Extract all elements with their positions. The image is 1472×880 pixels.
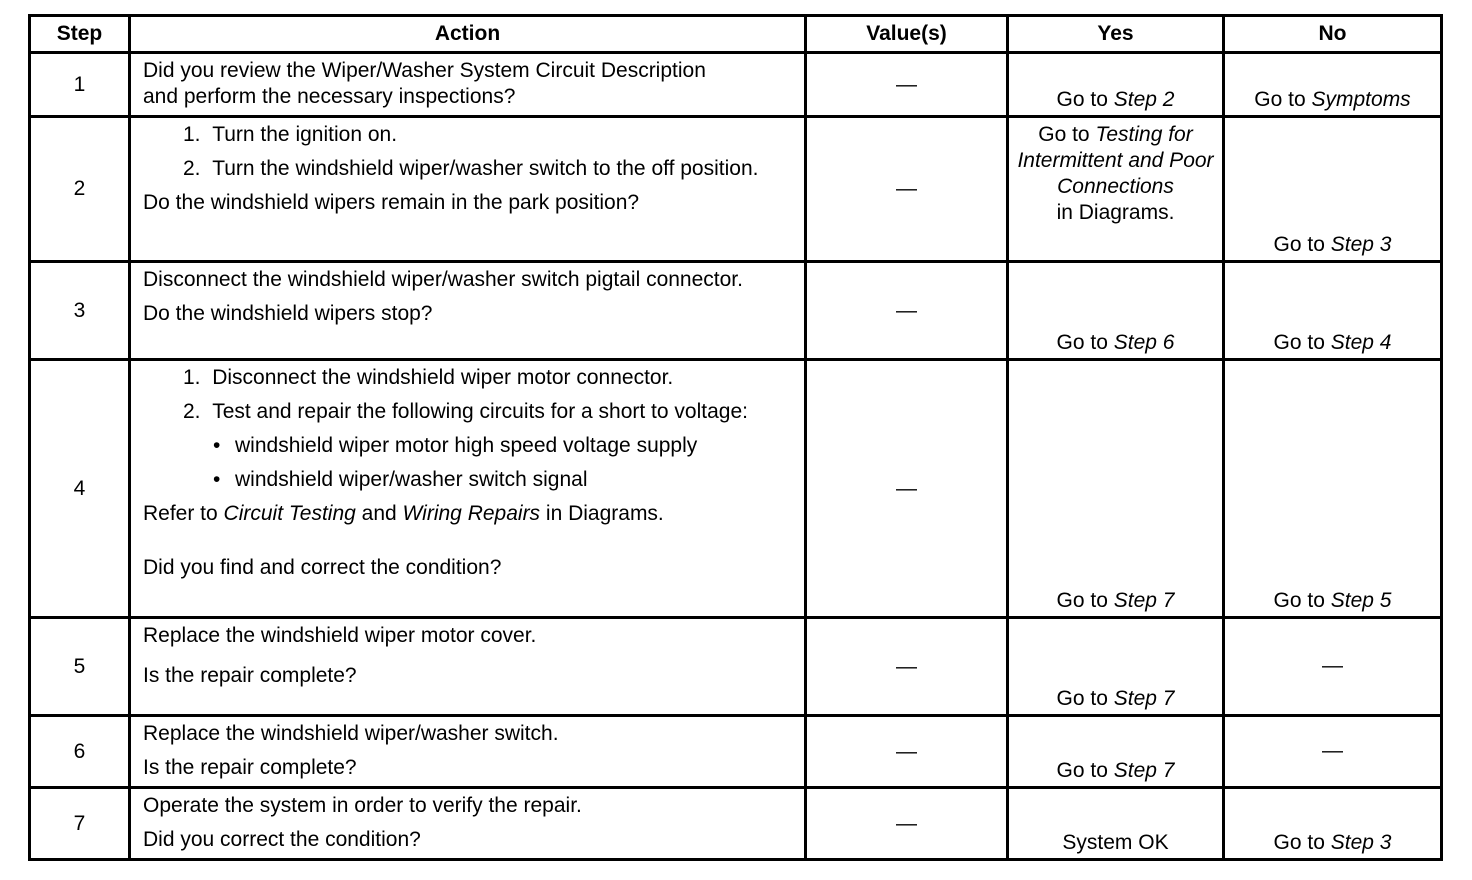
no-link: Step 4 — [1330, 331, 1392, 354]
yes-link: Step 7 — [1113, 589, 1175, 612]
action-question: Do the windshield wipers stop? — [143, 302, 433, 325]
yes-cell — [1008, 618, 1224, 716]
step-number: 4 — [30, 360, 130, 618]
action-text: Did you review the Wiper/Washer System Circuit Description and perform the necessary inspections? — [143, 59, 706, 108]
yes-link: Testing for Intermittent and Poor Connections — [1017, 123, 1214, 198]
action-question: Did you correct the condition? — [143, 828, 421, 851]
header-step: Step — [30, 16, 130, 53]
header-action: Action — [130, 16, 806, 53]
no-prefix: Go to — [1254, 88, 1312, 111]
table-row — [30, 117, 1442, 262]
action-text: Replace the windshield wiper/washer switch. — [143, 722, 559, 745]
value-cell: — — [806, 618, 1008, 716]
action-text: Replace the windshield wiper motor cover. — [143, 624, 537, 647]
no-link: Symptoms — [1311, 88, 1411, 111]
step-number: 3 — [30, 262, 130, 360]
yes-cell — [1008, 262, 1224, 360]
table-row — [30, 788, 1442, 860]
action-question: Did you find and correct the condition? — [143, 556, 502, 579]
action-cell — [130, 117, 806, 262]
no-link: Step 3 — [1330, 831, 1392, 854]
action-cell — [130, 618, 806, 716]
value-cell: — — [806, 788, 1008, 860]
action-text: Operate the system in order to verify the repair. — [143, 794, 582, 817]
table-row — [30, 618, 1442, 716]
no-cell — [1224, 360, 1442, 618]
table-row — [30, 262, 1442, 360]
action-cell — [130, 360, 806, 618]
no-prefix: Go to — [1273, 831, 1331, 854]
no-prefix: Go to — [1273, 331, 1331, 354]
action-question: Is the repair complete? — [143, 756, 357, 779]
action-cell — [130, 716, 806, 788]
table-row — [30, 53, 1442, 117]
value-cell: — — [806, 53, 1008, 117]
no-link: Step 3 — [1330, 233, 1392, 256]
no-cell — [1224, 262, 1442, 360]
table-row — [30, 716, 1442, 788]
yes-cell — [1008, 53, 1224, 117]
header-values: Value(s) — [806, 16, 1008, 53]
yes-link: Step 7 — [1113, 759, 1175, 782]
no-cell: — — [1224, 716, 1442, 788]
no-cell: — — [1224, 618, 1442, 716]
no-cell — [1224, 788, 1442, 860]
no-prefix: Go to — [1273, 233, 1331, 256]
header-row — [30, 16, 1442, 53]
action-question: Is the repair complete? — [143, 664, 357, 687]
yes-prefix: Go to — [1056, 589, 1114, 612]
step-number: 5 — [30, 618, 130, 716]
yes-prefix: Go to — [1056, 331, 1114, 354]
action-text: Disconnect the windshield wiper/washer switch pigtail connector. — [143, 268, 743, 291]
value-cell: — — [806, 716, 1008, 788]
yes-cell — [1008, 716, 1224, 788]
action-cell — [130, 262, 806, 360]
yes-suffix: in Diagrams. — [1056, 201, 1175, 224]
no-cell — [1224, 53, 1442, 117]
action-refer: Refer to Circuit Testing and Wiring Repairs in Diagrams. — [143, 502, 664, 525]
action-cell — [130, 53, 806, 117]
table-row — [30, 360, 1442, 618]
action-question: Do the windshield wipers remain in the park position? — [143, 191, 640, 214]
action-cell — [130, 788, 806, 860]
value-cell: — — [806, 117, 1008, 262]
yes-prefix: Go to — [1056, 759, 1114, 782]
action-substep: 2. Turn the windshield wiper/washer switch to the off position. — [183, 157, 759, 180]
yes-link: Step 6 — [1113, 331, 1175, 354]
step-number: 6 — [30, 716, 130, 788]
step-number: 1 — [30, 53, 130, 117]
action-substep: 2. Test and repair the following circuits for a short to voltage: — [183, 400, 748, 423]
value-cell: — — [806, 360, 1008, 618]
refer-link-circuit-testing: Circuit Testing — [223, 502, 356, 525]
action-bullet: • windshield wiper/washer switch signal — [213, 467, 794, 493]
action-substep: 1. Turn the ignition on. — [183, 123, 398, 146]
yes-cell — [1008, 117, 1224, 262]
no-link: Step 5 — [1330, 589, 1392, 612]
step-number: 7 — [30, 788, 130, 860]
header-yes: Yes — [1008, 16, 1224, 53]
action-substep: 1. Disconnect the windshield wiper motor connector. — [183, 366, 674, 389]
yes-cell: System OK — [1008, 788, 1224, 860]
header-no: No — [1224, 16, 1442, 53]
yes-prefix: Go to — [1056, 687, 1114, 710]
value-cell: — — [806, 262, 1008, 360]
yes-prefix: Go to — [1056, 88, 1114, 111]
diagnostic-table — [28, 14, 1443, 861]
yes-link: Step 2 — [1113, 88, 1175, 111]
yes-cell — [1008, 360, 1224, 618]
refer-link-wiring-repairs: Wiring Repairs — [402, 502, 541, 525]
no-prefix: Go to — [1273, 589, 1331, 612]
no-cell — [1224, 117, 1442, 262]
yes-prefix: Go to — [1038, 123, 1096, 146]
step-number: 2 — [30, 117, 130, 262]
action-bullet: • windshield wiper motor high speed voltage supply — [213, 433, 794, 459]
yes-link: Step 7 — [1113, 687, 1175, 710]
